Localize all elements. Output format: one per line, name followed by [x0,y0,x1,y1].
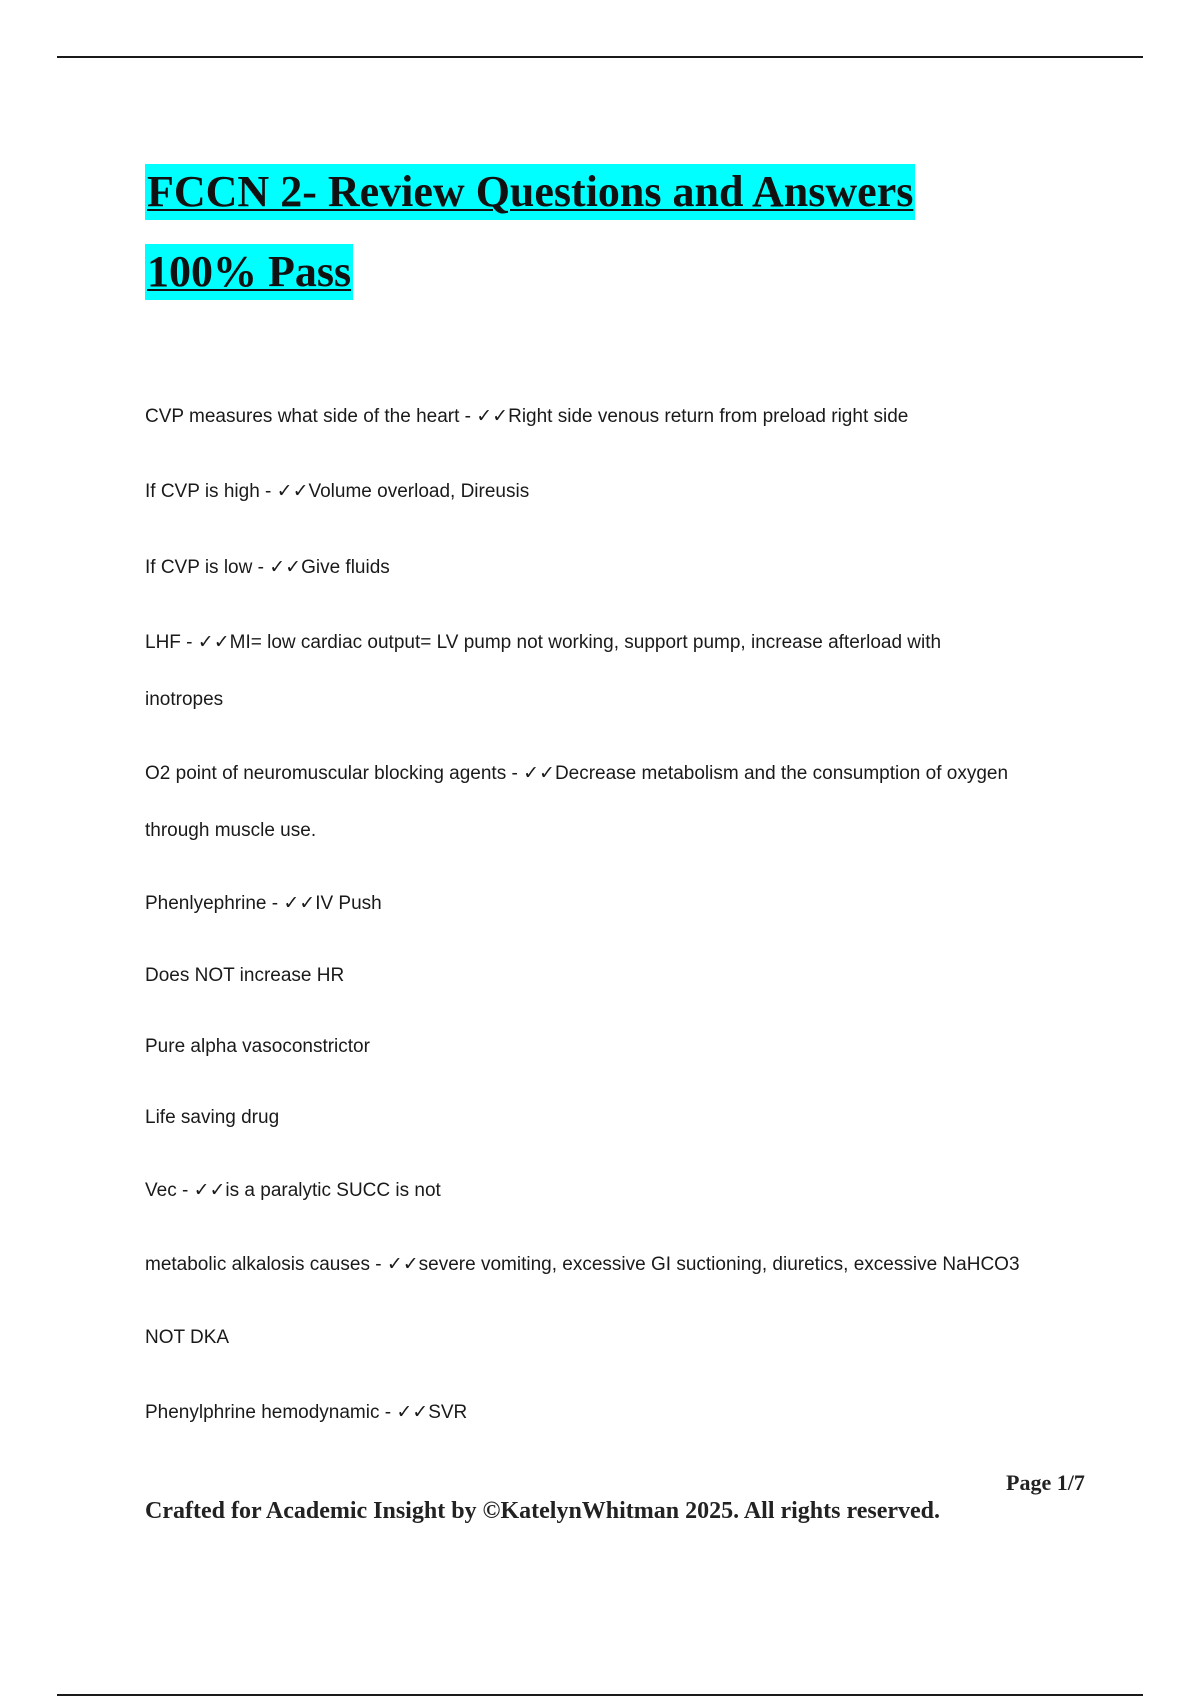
title-line-2 [145,242,1105,322]
qa-line-continued: through muscle use. [145,820,317,841]
qa-line: Life saving drug [145,1107,280,1128]
qa-line: If CVP is low - ✓✓Give fluids [145,557,390,578]
title-text-2: 100% Pass [145,244,353,300]
qa-line: Phenylphrine hemodynamic - ✓✓SVR [145,1402,468,1423]
qa-line: O2 point of neuromuscular blocking agents - ✓✓Decrease metabolism and the consumption of oxygen [145,763,1009,784]
qa-line: LHF - ✓✓MI= low cardiac output= LV pump not working, support pump, increase afterload with [145,632,942,653]
title-line-1 [145,162,1105,242]
bottom-rule [57,1694,1143,1696]
page-number: Page 1/7 [1006,1470,1085,1495]
title-text-1: FCCN 2- Review Questions and Answers [145,164,915,220]
qa-line-continued: inotropes [145,689,224,710]
qa-line: CVP measures what side of the heart - ✓✓Right side venous return from preload right side [145,406,909,427]
qa-line: Vec - ✓✓is a paralytic SUCC is not [145,1180,441,1201]
document-title [145,162,1105,322]
qa-line: NOT DKA [145,1327,230,1348]
qa-line: Phenlyephrine - ✓✓IV Push [145,893,382,914]
qa-line: Pure alpha vasoconstrictor [145,1036,370,1057]
top-rule [57,56,1143,58]
footer-copyright: Crafted for Academic Insight by ©KatelynWhitman 2025. All rights reserved. [145,1498,940,1524]
qa-line: Does NOT increase HR [145,965,345,986]
qa-line: metabolic alkalosis causes - ✓✓severe vomiting, excessive GI suctioning, diuretics, excessive NaHCO3 [145,1254,1020,1275]
qa-line: If CVP is high - ✓✓Volume overload, Direusis [145,481,530,502]
